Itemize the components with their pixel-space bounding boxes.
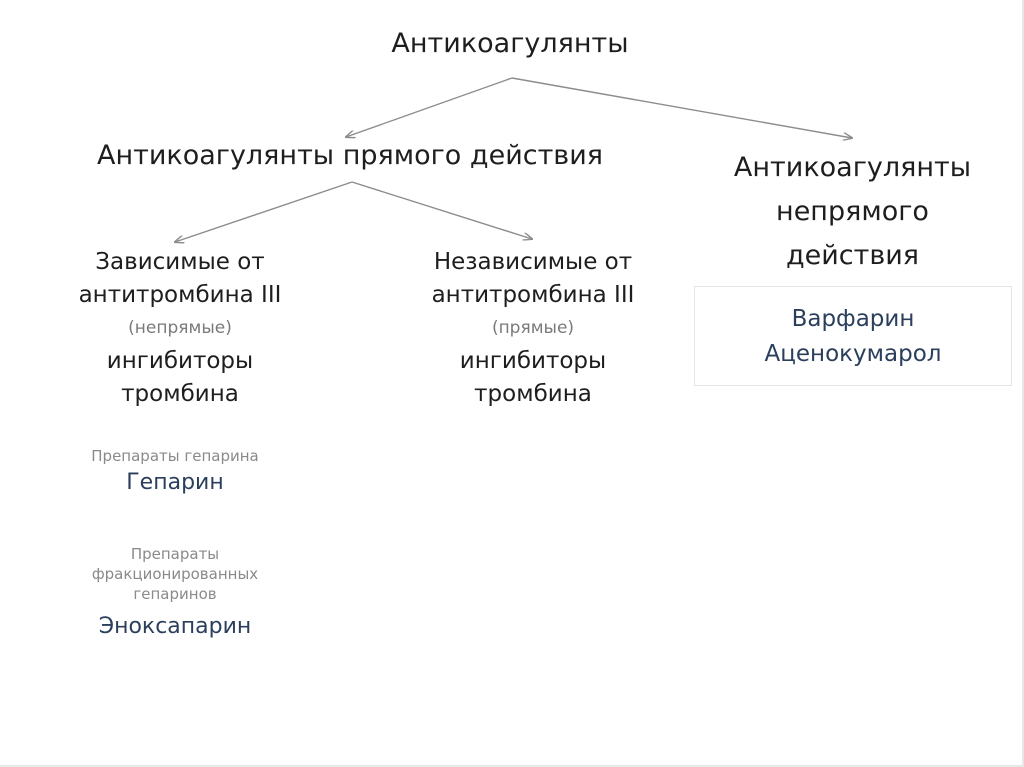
independent-line3: ингибиторы — [459, 348, 607, 374]
dependent-sub: (непрямые) — [128, 318, 232, 338]
drug-heparin: Гепарин — [126, 470, 224, 495]
indirect-drugs-list — [694, 302, 1012, 372]
fractionated-line3: гепаринов — [133, 585, 217, 603]
direct-anticoagulants-title: Антикоагулянты прямого действия — [96, 140, 604, 171]
indirect-title-line3: действия — [785, 240, 920, 271]
arrow-direct-to-independent — [352, 182, 532, 239]
dependent-line4: тромбина — [121, 381, 239, 407]
indirect-title-line1: Антикоагулянты — [733, 152, 972, 183]
independent-line4: тромбина — [474, 381, 592, 407]
fractionated-line1: Препараты — [130, 545, 220, 563]
arrow-root-to-indirect — [512, 78, 852, 138]
dependent-line1: Зависимые от — [95, 249, 265, 275]
fractionated-heparins-caption — [30, 544, 320, 604]
drug-enoxaparin: Эноксапарин — [98, 614, 252, 639]
arrow-root-to-direct — [346, 78, 512, 137]
indirect-anticoagulants-title — [700, 146, 1005, 278]
dependent-line2: антитромбина III — [78, 282, 282, 308]
dependent-line3: ингибиторы — [106, 348, 254, 374]
independent-sub: (прямые) — [491, 318, 575, 338]
drug-warfarin: Варфарин — [791, 306, 915, 332]
antithrombin-independent-node — [383, 246, 683, 411]
fractionated-line2: фракционированных — [91, 565, 259, 583]
drug-acenocoumarol: Аценокумарол — [764, 341, 942, 367]
arrow-direct-to-dependent — [175, 182, 352, 242]
independent-line2: антитромбина III — [431, 282, 635, 308]
antithrombin-dependent-node — [30, 246, 330, 411]
root-title: Антикоагулянты — [391, 28, 629, 59]
independent-line1: Независимые от — [433, 249, 633, 275]
indirect-title-line2: непрямого — [776, 196, 929, 227]
heparin-group-caption: Препараты гепарина — [91, 447, 259, 465]
